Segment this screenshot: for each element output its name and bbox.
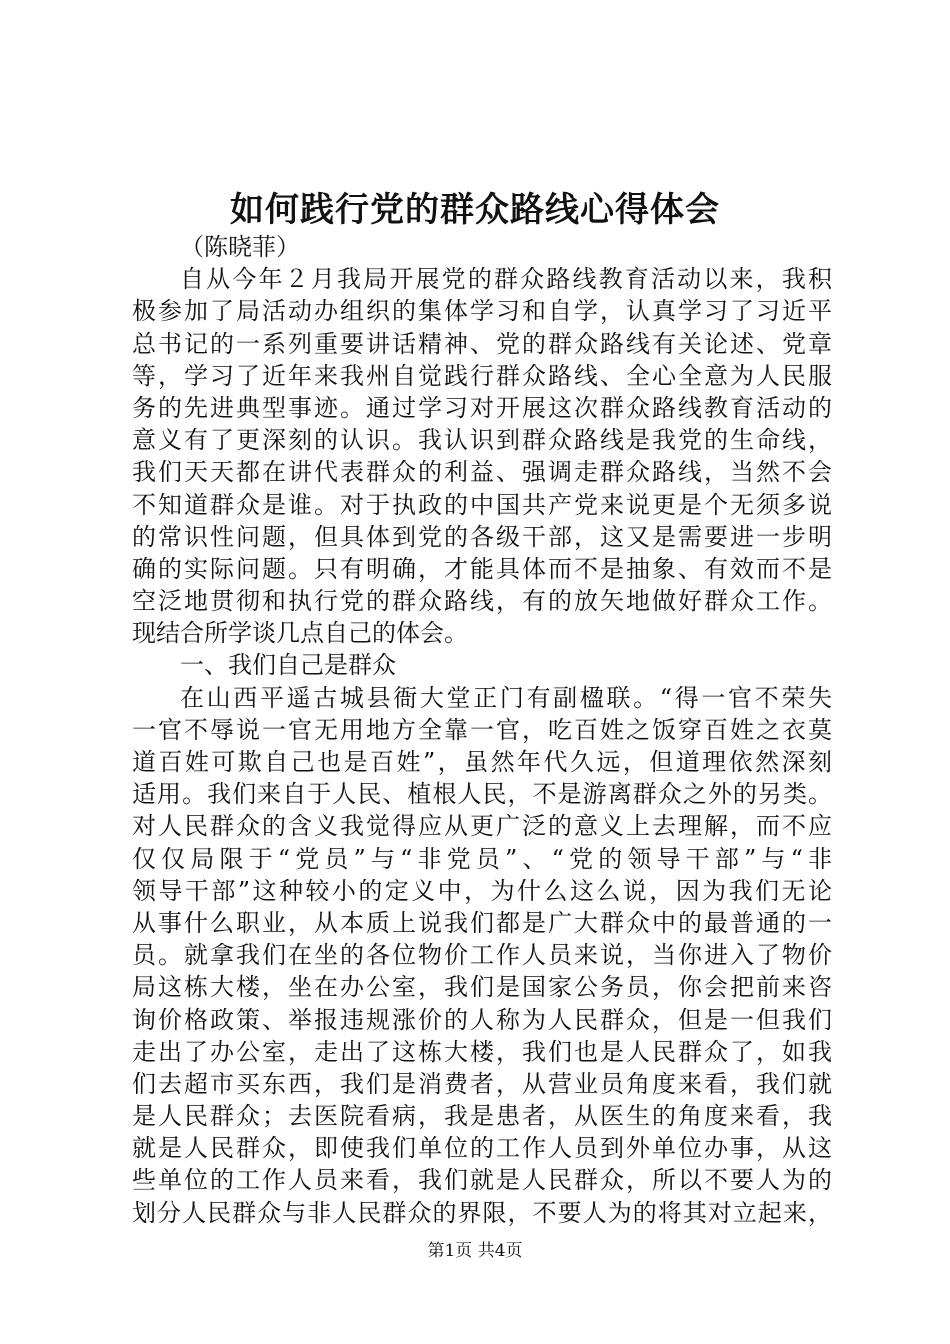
body-line: 确的实际问题。只有明确，才能具体而不是抽象、有效而不是	[132, 554, 832, 583]
body-line: 道百姓可欺自己也是百姓”，虽然年代久远，但道理依然深刻	[132, 748, 832, 776]
body-line: 务的先进典型事迹。通过学习对开展这次群众路线教育活动的	[132, 393, 832, 422]
body-line: 我们天天都在讲代表群众的利益、强调走群众路线，当然不会	[132, 458, 832, 487]
body-line: 在山西平遥古城县衙大堂正门有副楹联。“得一官不荣失	[180, 683, 832, 712]
body-line: 从事什么职业，从本质上说我们都是广大群众中的最普通的一	[132, 908, 832, 937]
body-line: 不知道群众是谁。对于执政的中国共产党来说更是个无须多说	[132, 490, 832, 519]
body-line: 划分人民群众与非人民群众的界限，不要人为的将其对立起来，	[132, 1198, 832, 1227]
body-line: 的常识性问题，但具体到党的各级干部，这又是需要进一步明	[132, 522, 832, 551]
body-line: 适用。我们来自于人民、植根人民，不是游离群众之外的另类。	[132, 780, 832, 809]
body-line: 极参加了局活动办组织的集体学习和自学，认真学习了习近平	[132, 297, 832, 326]
body-line: 等，学习了近年来我州自觉践行群众路线、全心全意为人民服	[132, 361, 832, 390]
body-line: 意义有了更深刻的认识。我认识到群众路线是我党的生命线，	[132, 426, 832, 455]
document-body	[132, 231, 832, 1229]
body-line: （陈晓菲）	[180, 233, 300, 261]
body-line: 们去超市买东西，我们是消费者，从营业员角度来看，我们就	[132, 1069, 832, 1098]
body-line: 一、我们自己是群众	[180, 651, 396, 680]
body-line: 些单位的工作人员来看，我们就是人民群众，所以不要人为的	[132, 1166, 832, 1195]
body-line: 一官不辱说一官无用地方全靠一官，吃百姓之饭穿百姓之衣莫	[132, 715, 832, 744]
body-line: 局这栋大楼，坐在办公室，我们是国家公务员，你会把前来咨	[132, 973, 832, 1002]
body-line: 就是人民群众，即使我们单位的工作人员到外单位办事，从这	[132, 1134, 832, 1163]
body-line: 领导干部”这种较小的定义中，为什么这么说，因为我们无论	[132, 876, 832, 905]
body-line: 自从今年２月我局开展党的群众路线教育活动以来，我积	[180, 265, 832, 294]
body-line: 员。就拿我们在坐的各位物价工作人员来说，当你进入了物价	[132, 941, 832, 970]
body-line: 空泛地贯彻和执行党的群众路线，有的放矢地做好群众工作。	[132, 587, 832, 616]
body-line: 是人民群众；去医院看病，我是患者，从医生的角度来看，我	[132, 1102, 832, 1131]
body-line: 仅仅局限于“党员”与“非党员”、“党的领导干部”与“非	[132, 844, 832, 873]
document-title: 如何践行党的群众路线心得体会	[230, 190, 720, 230]
page-footer: 第1页 共4页	[427, 1241, 523, 1261]
body-line: 询价格政策、举报违规涨价的人称为人民群众，但是一但我们	[132, 1005, 832, 1034]
body-line: 对人民群众的含义我觉得应从更广泛的意义上去理解，而不应	[132, 812, 832, 841]
body-line: 总书记的一系列重要讲话精神、党的群众路线有关论述、党章	[132, 329, 832, 358]
body-line: 走出了办公室，走出了这栋大楼，我们也是人民群众了，如我	[132, 1037, 832, 1066]
body-line: 现结合所学谈几点自己的体会。	[132, 619, 468, 648]
